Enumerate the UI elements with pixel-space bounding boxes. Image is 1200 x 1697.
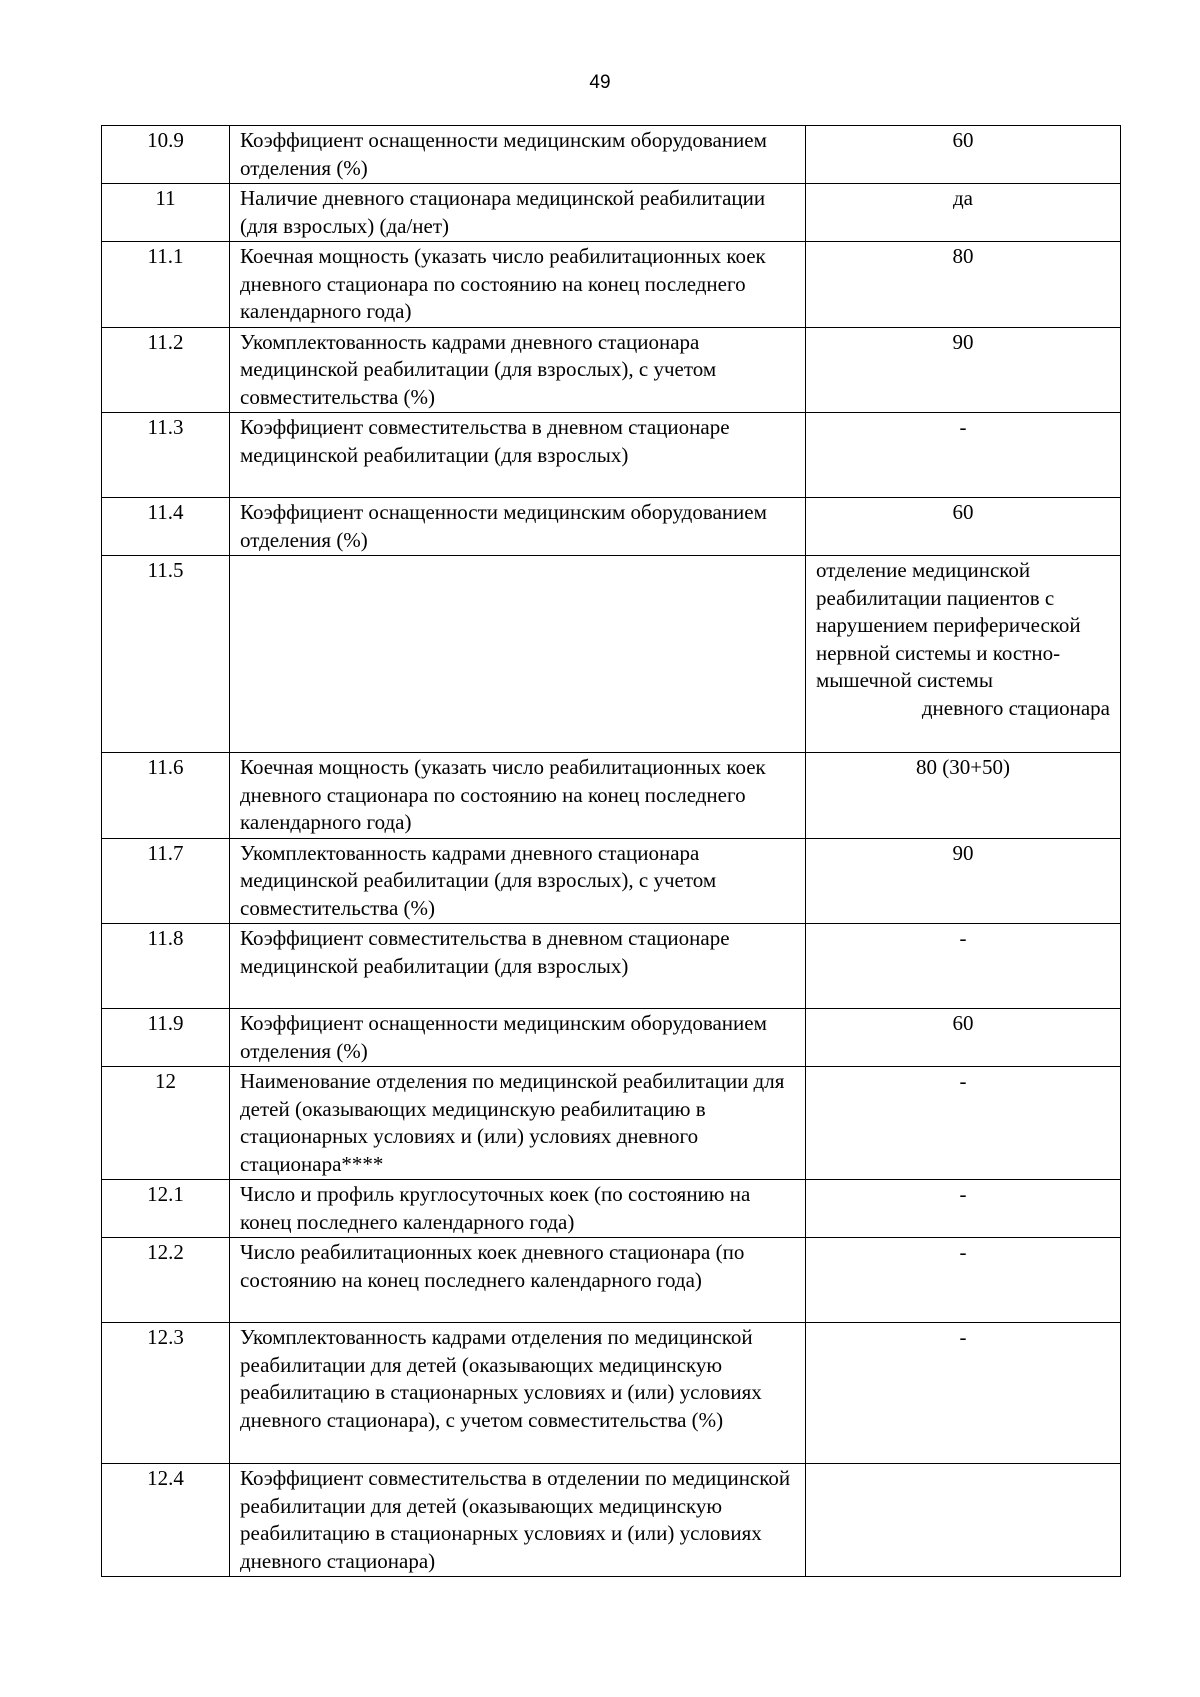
row-value: - <box>806 1180 1121 1238</box>
row-value: 60 <box>806 126 1121 184</box>
row-value: 90 <box>806 838 1121 924</box>
table-row <box>102 1464 1121 1577</box>
table-row <box>102 753 1121 839</box>
row-value: - <box>806 1323 1121 1464</box>
row-description: Коэффициент совместительства в дневном стационаре медицинской реабилитации (для взрослых) <box>230 413 806 498</box>
row-description: Коэффициент оснащенности медицинским оборудованием отделения (%) <box>230 1009 806 1067</box>
row-number: 11.7 <box>102 838 230 924</box>
row-description: Коэффициент оснащенности медицинским оборудованием отделения (%) <box>230 498 806 556</box>
table-row <box>102 1238 1121 1323</box>
row-description: Укомплектованность кадрами дневного стационара медицинской реабилитации (для взрослых), с учетом совместительства (%) <box>230 838 806 924</box>
row-number: 11.2 <box>102 327 230 413</box>
table-row <box>102 184 1121 242</box>
row-number: 11.9 <box>102 1009 230 1067</box>
row-description: Коэффициент совместительства в отделении по медицинской реабилитации для детей (оказывающих медицинскую реабилитацию в стационарных условиях и (или) условиях дневного стационара) <box>230 1464 806 1577</box>
table-row <box>102 1009 1121 1067</box>
row-value: - <box>806 413 1121 498</box>
table-row <box>102 1180 1121 1238</box>
row-value: - <box>806 1238 1121 1323</box>
row-number: 12.2 <box>102 1238 230 1323</box>
row-number: 11.3 <box>102 413 230 498</box>
row-description: Наличие дневного стационара медицинской реабилитации (для взрослых) (да/нет) <box>230 184 806 242</box>
table-row <box>102 924 1121 1009</box>
table-row <box>102 327 1121 413</box>
row-number: 11.4 <box>102 498 230 556</box>
table-row <box>102 498 1121 556</box>
row-number: 10.9 <box>102 126 230 184</box>
row-number: 11 <box>102 184 230 242</box>
table-row <box>102 126 1121 184</box>
table-row <box>102 242 1121 328</box>
page-number: 49 <box>589 72 611 93</box>
row-value-last-line: дневного стационара <box>921 695 1110 720</box>
row-number: 11.5 <box>102 556 230 753</box>
indicators-table <box>101 125 1121 1577</box>
row-number: 11.6 <box>102 753 230 839</box>
row-value: - <box>806 924 1121 1009</box>
row-description: Коэффициент оснащенности медицинским оборудованием отделения (%) <box>230 126 806 184</box>
row-value: 60 <box>806 1009 1121 1067</box>
table-row <box>102 1067 1121 1180</box>
row-number: 11.1 <box>102 242 230 328</box>
table-row <box>102 556 1121 753</box>
row-value: 80 (30+50) <box>806 753 1121 839</box>
row-description: Коечная мощность (указать число реабилитационных коек дневного стационара по состоянию на конец последнего календарного года) <box>230 753 806 839</box>
row-description: Коечная мощность (указать число реабилитационных коек дневного стационара по состоянию на конец последнего календарного года) <box>230 242 806 328</box>
row-description: Укомплектованность кадрами отделения по медицинской реабилитации для детей (оказывающих медицинскую реабилитацию в стационарных условиях и (или) условиях дневного стационара), с учетом совместительства (%) <box>230 1323 806 1464</box>
row-number: 12.3 <box>102 1323 230 1464</box>
table-row <box>102 838 1121 924</box>
row-number: 11.8 <box>102 924 230 1009</box>
row-description <box>230 556 806 753</box>
row-description: Число реабилитационных коек дневного стационара (по состоянию на конец последнего календарного года) <box>230 1238 806 1323</box>
table-row <box>102 413 1121 498</box>
row-value: 90 <box>806 327 1121 413</box>
row-value: да <box>806 184 1121 242</box>
row-number: 12.4 <box>102 1464 230 1577</box>
row-value: - <box>806 1067 1121 1180</box>
row-description: Наименование отделения по медицинской реабилитации для детей (оказывающих медицинскую реабилитацию в стационарных условиях и (или) условиях дневного стационара**** <box>230 1067 806 1180</box>
row-description: Число и профиль круглосуточных коек (по состоянию на конец последнего календарного года) <box>230 1180 806 1238</box>
row-value-main: отделение медицинской реабилитации пациентов с нарушением периферической нервной системы и костно-мышечной системы <box>816 558 1081 692</box>
row-description: Укомплектованность кадрами дневного стационара медицинской реабилитации (для взрослых), с учетом совместительства (%) <box>230 327 806 413</box>
row-value <box>806 1464 1121 1577</box>
row-description: Коэффициент совместительства в дневном стационаре медицинской реабилитации (для взрослых) <box>230 924 806 1009</box>
table-row <box>102 1323 1121 1464</box>
row-number: 12 <box>102 1067 230 1180</box>
row-value <box>806 556 1121 753</box>
row-value: 80 <box>806 242 1121 328</box>
row-value: 60 <box>806 498 1121 556</box>
row-number: 12.1 <box>102 1180 230 1238</box>
